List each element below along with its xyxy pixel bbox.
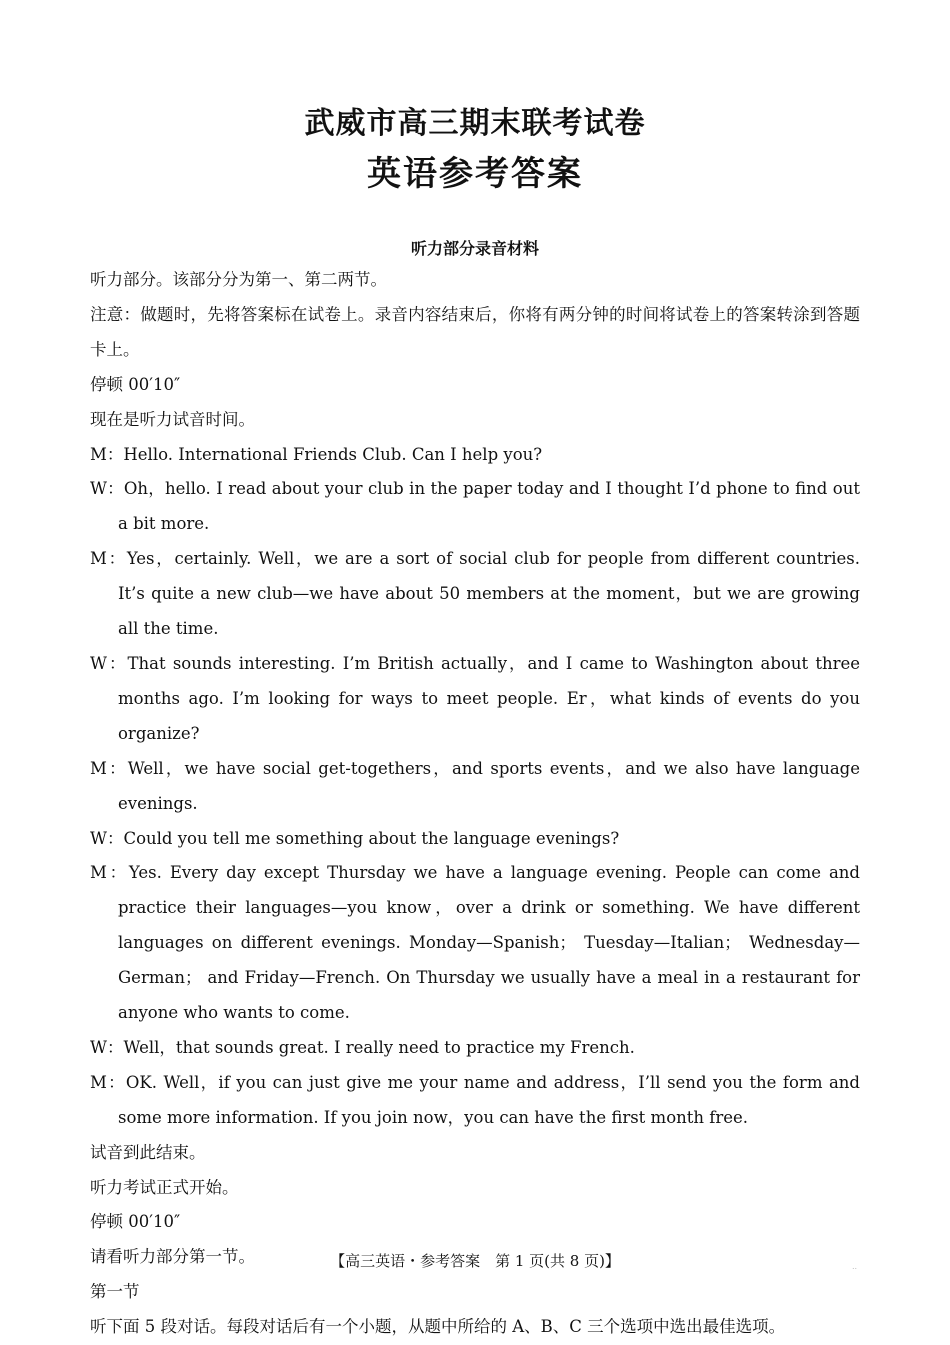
dialogue-line: W：That sounds interesting. I’m British actually，and I came to Washington about three months ago. I’m looking for ways to meet people. Er，what kinds of events do you organize?	[90, 653, 860, 743]
notice-line: 注意：做题时，先将答案标在试卷上。录音内容结束后，你将有两分钟的时间将试卷上的答案转涂到答题卡上。	[90, 304, 860, 359]
scan-mark: ..	[852, 1262, 858, 1271]
exam-start-line: 听力考试正式开始。	[90, 1177, 239, 1197]
dialogue-line: W：Could you tell me something about the language evenings?	[90, 828, 620, 848]
dialogue-line: M：Hello. International Friends Club. Can I help you?	[90, 444, 543, 464]
exam-title: 武威市高三期末联考试卷	[304, 106, 646, 141]
pause-line: 停顿 00′10″	[90, 374, 181, 394]
intro-line: 听力部分。该部分分为第一、第二两节。	[90, 270, 387, 289]
section-title: 听力部分录音材料	[410, 239, 539, 258]
trial-end-line: 试音到此结束。	[90, 1142, 206, 1162]
trial-line: 现在是听力试音时间。	[90, 409, 255, 429]
dialogue-line: W：Well，that sounds great. I really need to practice my French.	[90, 1037, 635, 1057]
dialogue-line: M：OK. Well，if you can just give me your name and address，I’ll send you the form and some more information. If you join now，you can have the first month free.	[90, 1072, 860, 1127]
pause-line: 停顿 00′10″	[90, 1212, 181, 1232]
dialogue-line: M：Yes，certainly. Well，we are a sort of social club for people from different countries. It’s quite a new club—we have about 50 members at the moment，but we are growing all the time.	[90, 549, 860, 639]
page-footer: 【高三英语・参考答案 第 1 页(共 8 页)】	[330, 1252, 620, 1270]
section-one-line: 请看听力部分第一节。	[90, 1247, 255, 1267]
answer-key-title: 英语参考答案	[367, 154, 583, 194]
dialogue-line: W：Oh，hello. I read about your club in the paper today and I thought I’d phone to find out a bit more.	[90, 479, 860, 534]
document-body	[90, 263, 860, 1345]
section-heading: 第一节	[90, 1282, 140, 1302]
dialogue-line: M：Yes. Every day except Thursday we have a language evening. People can come and practice their languages—you know，over a drink or something. We have different languages on different evenings. Monday—Spanish； Tuesday—Italian； Wednesday—German； and Friday—French. On Thursday we usually have a meal in a restaurant for anyone who wants to come.	[90, 863, 860, 1023]
dialogue-line: M：Well，we have social get-togethers，and sports events，and we also have language evenings.	[90, 758, 860, 813]
instruction-line: 听下面 5 段对话。每段对话后有一个小题，从题中所给的 A、B、C 三个选项中选出最佳选项。	[90, 1317, 786, 1337]
